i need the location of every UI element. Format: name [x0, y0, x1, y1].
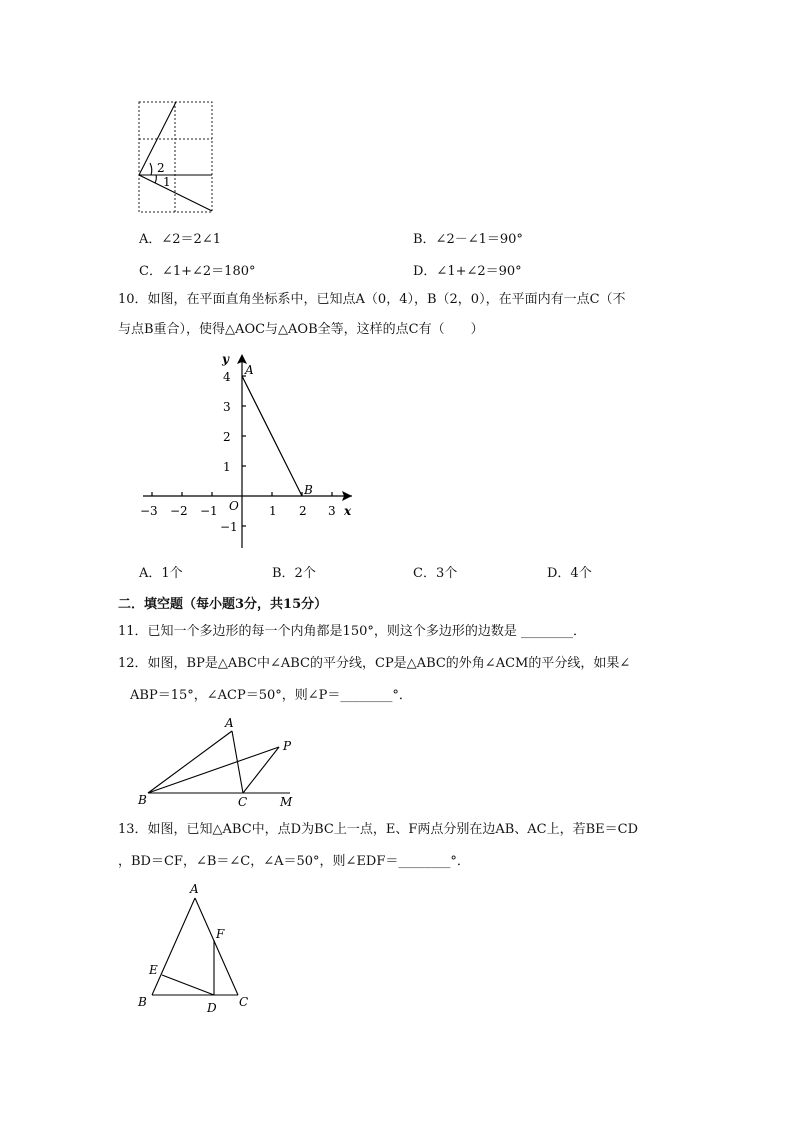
q11-text: 11．已知一个多边形的每一个内角都是150°，则这个多边形的边数是 ________．	[118, 624, 586, 639]
q10-x-tick-neg3: −3	[140, 504, 158, 518]
q13-label-c: C	[239, 995, 249, 1009]
q13-text-line2: ，BD＝CF，∠B＝∠C，∠A＝50°，则∠EDF＝________°．	[118, 854, 470, 869]
q13-label-e: E	[149, 963, 158, 977]
q10-option-c: C．3个	[413, 566, 458, 581]
q13-segment-ed	[162, 975, 214, 995]
q12-text-line2: ABP＝15°，∠ACP＝50°，则∠P＝________°．	[130, 688, 412, 703]
q10-y-tick-neg1: −1	[220, 520, 238, 534]
q13-segment-ab	[152, 898, 195, 995]
q9-angle1-label: 1	[163, 175, 171, 189]
q13-segment-ac	[195, 898, 238, 995]
q9-option-d: D．∠1+∠2＝90°	[413, 264, 522, 279]
section-heading: 二．填空题（每小题3分，共15分）	[118, 597, 328, 612]
q10-point-a-label: A	[245, 363, 254, 377]
q10-x-tick-3: 3	[328, 504, 336, 518]
q10-x-tick-1: 1	[269, 504, 277, 518]
q12-label-m: M	[280, 795, 293, 809]
q9-option-a: A．∠2＝2∠1	[139, 232, 221, 247]
q13-label-b: B	[138, 995, 147, 1009]
q9-angle2-label: 2	[157, 161, 165, 175]
q13-label-f: F	[216, 927, 225, 941]
q12-label-c: C	[238, 795, 248, 809]
q10-x-tick-neg2: −2	[170, 504, 188, 518]
q10-y-tick-3: 3	[223, 400, 231, 414]
q13-text-line1: 13．如图，已知△ABC中，点D为BC上一点，E、F两点分别在边AB、AC上，若BE＝CD	[118, 822, 639, 837]
q10-option-d: D．4个	[547, 566, 592, 581]
q10-text-line1: 10．如图，在平面直角坐标系中，已知点A（0，4），B（2，0），在平面内有一点C（不	[118, 292, 626, 307]
q10-y-tick-4: 4	[223, 370, 231, 384]
q10-x-label: x	[344, 504, 352, 518]
q10-origin-label: O	[229, 499, 239, 513]
q10-option-a: A．1个	[139, 566, 183, 581]
q10-x-tick-2: 2	[299, 504, 307, 518]
q12-label-b: B	[138, 793, 147, 807]
q10-point-b-label: B	[304, 483, 313, 497]
q9-option-c: C．∠1+∠2＝180°	[139, 264, 256, 279]
q12-label-p: P	[283, 739, 292, 753]
q10-option-b: B．2个	[272, 566, 316, 581]
q13-label-d: D	[207, 1001, 217, 1015]
q10-x-tick-neg1: −1	[200, 504, 218, 518]
q10-y-label: y	[222, 352, 229, 366]
q10-y-tick-2: 2	[223, 430, 231, 444]
q12-text-line1: 12．如图，BP是△ABC中∠ABC的平分线，CP是△ABC的外角∠ACM的平分线，如果∠	[118, 656, 631, 671]
q9-option-b: B．∠2－∠1＝90°	[413, 232, 523, 247]
q12-label-a: A	[225, 716, 234, 730]
q10-text-line2: 与点B重合），使得△AOC与△AOB全等，这样的点C有（ ）	[118, 322, 484, 337]
q10-y-tick-1: 1	[223, 460, 231, 474]
q13-label-a: A	[190, 882, 199, 896]
